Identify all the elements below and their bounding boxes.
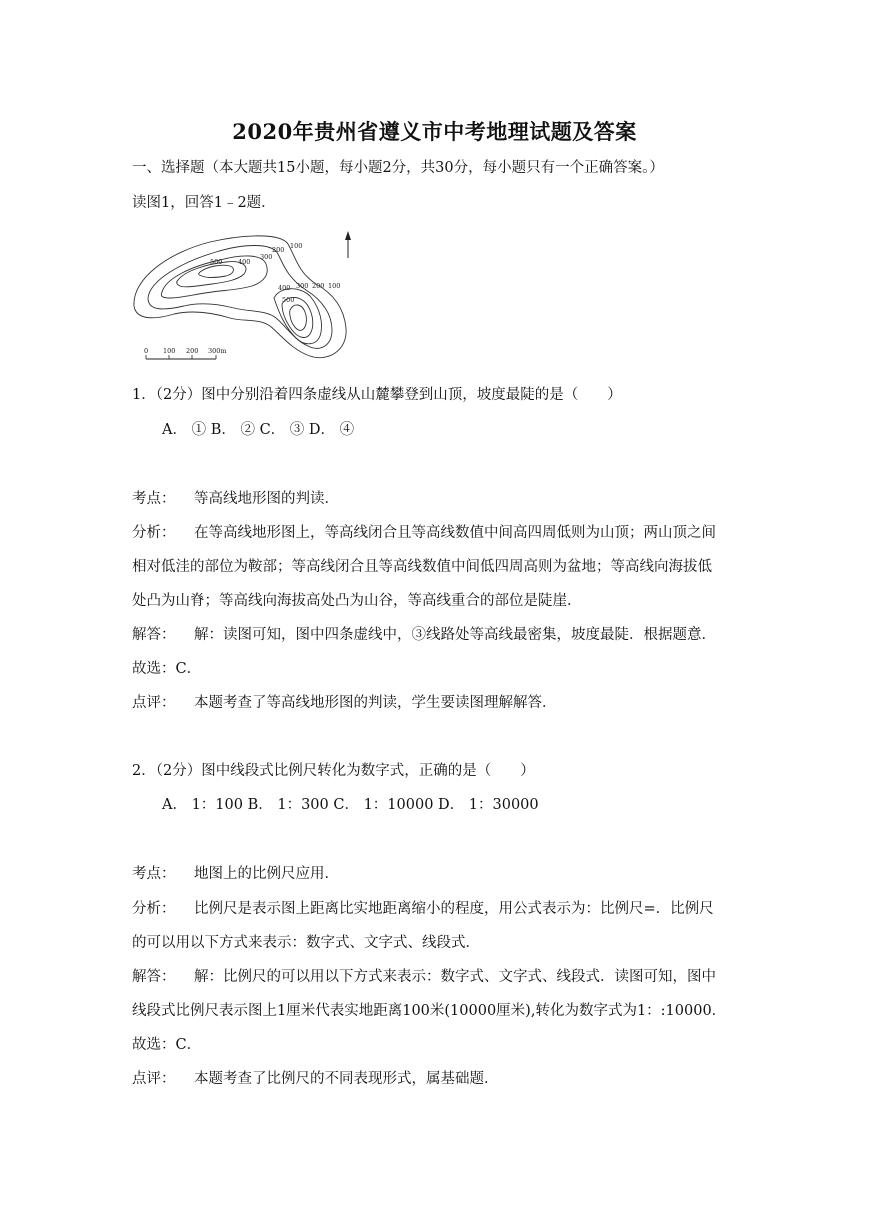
kaodian-text: 地图上的比例尺应用． <box>194 866 339 882</box>
contour-label: 300 <box>260 253 273 261</box>
q2-dianping <box>132 1069 499 1089</box>
q2-fenxi-line2: 的可以用以下方式来表示：数字式、文字式、线段式． <box>132 935 480 951</box>
dianping-label: 点评： <box>132 695 176 711</box>
kaodian-text: 等高线地形图的判读． <box>194 491 339 507</box>
q2-jieda-line2: 线段式比例尺表示图上1厘米代表实地距离100米(10000厘米),转化为数字式为1：:10000． <box>132 1003 727 1019</box>
question-1-options: A． ① B． ② C． ③ D． ④ <box>162 422 355 438</box>
q2-jieda <box>132 967 716 987</box>
question-2-options: A． 1：100 B． 1：300 C． 1：10000 D． 1：30000 <box>162 797 539 813</box>
q1-jieda <box>132 625 716 645</box>
fenxi-text: 比例尺是表示图上距离比实地距离缩小的程度，用公式表示为：比例尺=．比例尺 <box>194 901 714 917</box>
question-2-stem: 2．（2分）图中线段式比例尺转化为数字式，正确的是（ ） <box>132 763 535 779</box>
jieda-label: 解答： <box>132 627 176 643</box>
scale-bar <box>144 347 227 359</box>
jieda-text: 解：读图可知，图中四条虚线中，③线路处等高线最密集，坡度最陡．根据题意． <box>194 627 716 643</box>
q1-fenxi <box>132 523 716 543</box>
contour-label: 300 <box>296 282 309 290</box>
question-1-stem: 1．（2分）图中分别沿着四条虚线从山麓攀登到山顶，坡度最陡的是（ ） <box>132 387 622 403</box>
scale-label: 100 <box>163 347 176 355</box>
contour-label: 200 <box>312 282 325 290</box>
contour-map-figure <box>130 228 370 368</box>
contour-line-500 <box>199 265 234 277</box>
q1-dianping <box>132 693 557 713</box>
fenxi-label: 分析： <box>132 901 176 917</box>
contour-label: 500 <box>210 258 223 266</box>
north-arrow-icon <box>345 231 351 258</box>
q1-kaodian <box>132 489 339 509</box>
jieda-label: 解答： <box>132 969 176 985</box>
contour-label: 200 <box>272 246 285 254</box>
q2-fenxi <box>132 899 714 919</box>
q2-answer: 故选：C． <box>132 1037 202 1053</box>
page-title: 2020年贵州省遵义市中考地理试题及答案 <box>232 119 637 144</box>
fenxi-label: 分析： <box>132 525 176 541</box>
jieda-text: 解：比例尺的可以用以下方式来表示：数字式、文字式、线段式．读图可知，图中 <box>194 969 716 985</box>
scale-label: 300m <box>208 347 227 355</box>
fenxi-text: 在等高线地形图上，等高线闭合且等高线数值中间高四周低则为山顶；两山顶之间 <box>194 525 716 541</box>
q1-answer: 故选：C． <box>132 661 202 677</box>
scale-label: 0 <box>144 347 149 355</box>
kaodian-label: 考点： <box>132 491 176 507</box>
contour-line-east-500 <box>290 305 307 330</box>
dianping-text: 本题考查了比例尺的不同表现形式，属基础题． <box>194 1071 499 1087</box>
contour-label: 100 <box>290 242 303 250</box>
dianping-label: 点评： <box>132 1071 176 1087</box>
contour-label: 400 <box>278 284 291 292</box>
dianping-text: 本题考查了等高线地形图的判读，学生要读图理解解答． <box>194 695 557 711</box>
contour-line-100 <box>134 236 346 358</box>
section-header: 一、选择题（本大题共15小题，每小题2分，共30分，每小题只有一个正确答案。） <box>132 160 664 176</box>
q1-fenxi-line2: 相对低洼的部位为鞍部；等高线闭合且等高线数值中间低四周高则为盆地；等高线向海拔低 <box>132 559 712 575</box>
contour-label: 500 <box>282 296 295 304</box>
contour-label: 100 <box>328 282 341 290</box>
q1-fenxi-line3: 处凸为山脊；等高线向海拔高处凸为山谷，等高线重合的部位是陡崖． <box>132 593 582 609</box>
read-prompt: 读图1，回答1﹣2题． <box>132 195 276 211</box>
q2-kaodian <box>132 864 339 884</box>
contour-label: 400 <box>238 258 251 266</box>
kaodian-label: 考点： <box>132 866 176 882</box>
scale-label: 200 <box>186 347 199 355</box>
